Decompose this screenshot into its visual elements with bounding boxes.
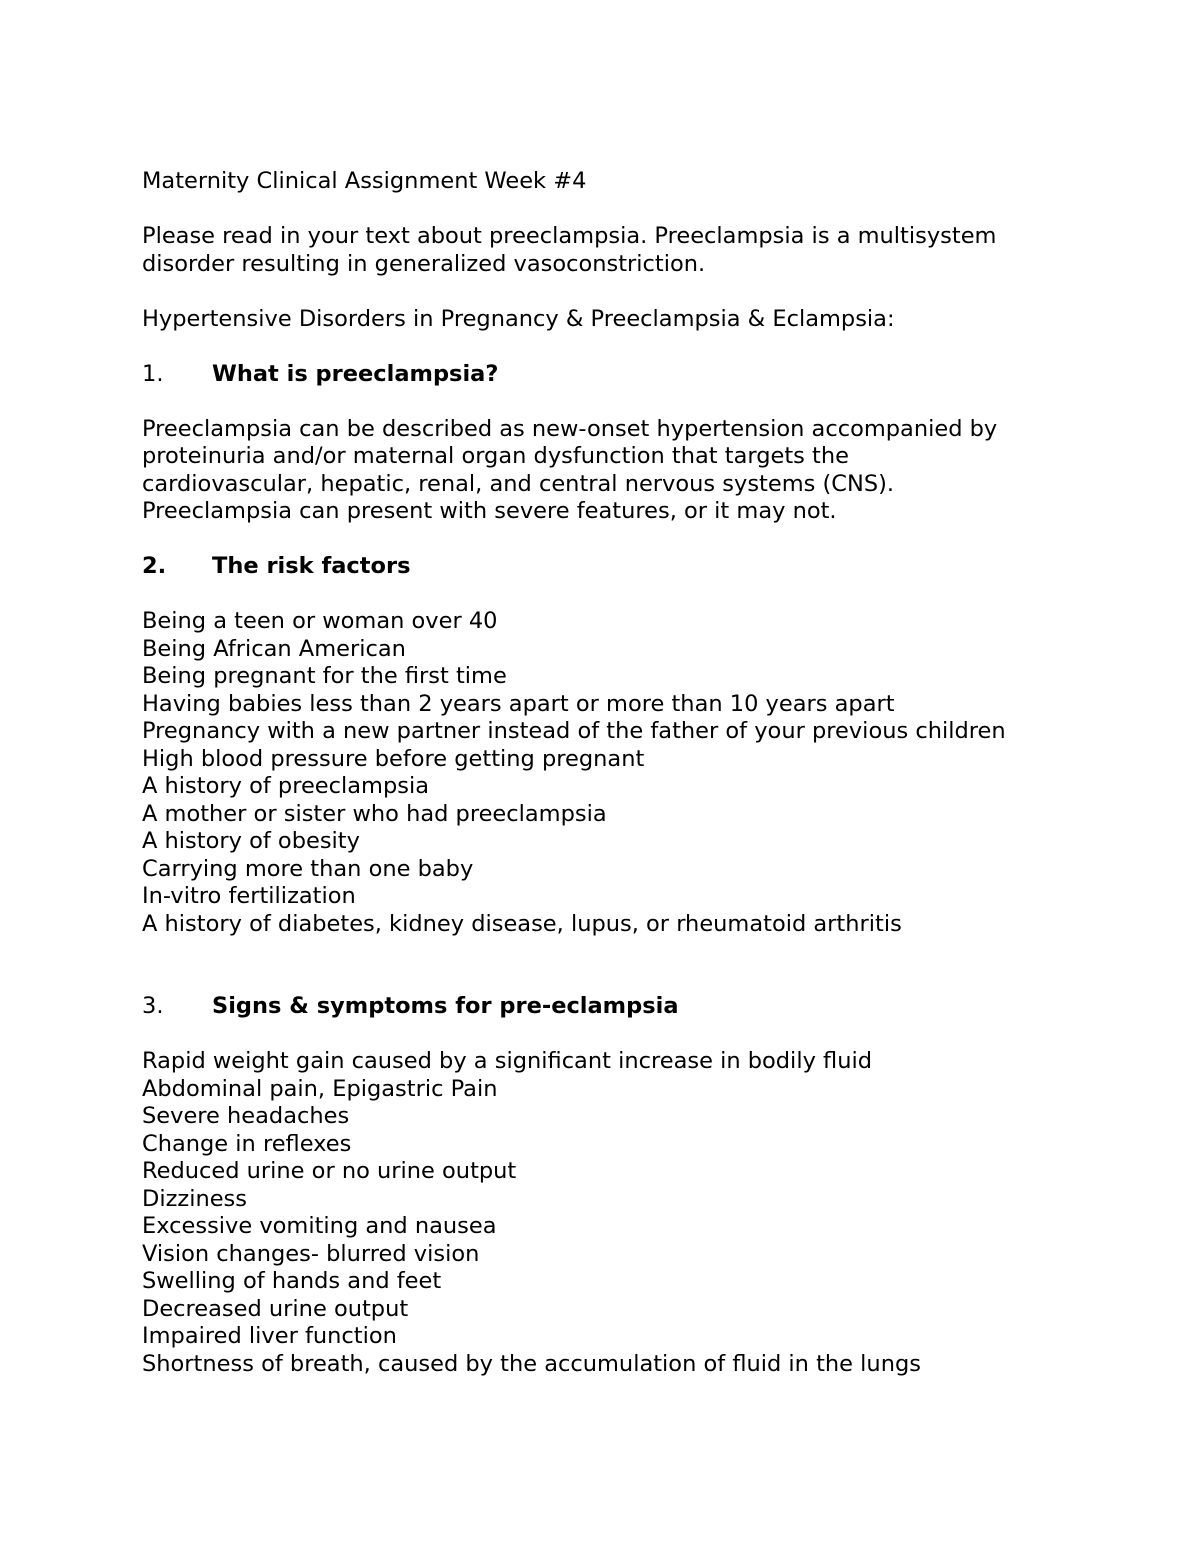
answer-line: Preeclampsia can be described as new-onset hypertension accompanied by <box>142 415 998 442</box>
spacer <box>142 581 1142 609</box>
spacer <box>142 388 1142 416</box>
answer-line: Preeclampsia can present with severe features, or it may not. <box>142 498 837 524</box>
list-item: High blood pressure before getting pregnant <box>142 745 645 772</box>
question-2-heading <box>142 553 1142 581</box>
list-item: Pregnancy with a new partner instead of the father of your previous children <box>142 718 1006 744</box>
list-item: Being pregnant for the first time <box>142 663 507 689</box>
list-item: A history of diabetes, kidney disease, lupus, or rheumatoid arthritis <box>142 910 902 937</box>
list-item: Decreased urine output <box>142 1295 409 1322</box>
document-page <box>142 168 1142 1378</box>
spacer <box>142 333 1142 361</box>
list-item: Severe headaches <box>142 1103 350 1129</box>
list-item: Change in reflexes <box>142 1130 352 1157</box>
question-title: The risk factors <box>212 553 411 579</box>
list-item: A mother or sister who had preeclampsia <box>142 800 607 827</box>
spacer <box>142 196 1142 224</box>
list-item: A history of preeclampsia <box>142 773 430 799</box>
list-item: Having babies less than 2 years apart or more than 10 years apart <box>142 690 895 717</box>
question-number: 2. <box>142 553 167 579</box>
list-item: In-vitro fertilization <box>142 883 356 909</box>
section-header: Hypertensive Disorders in Pregnancy & Preeclampsia & Eclampsia: <box>142 305 895 332</box>
list-item: Vision changes- blurred vision <box>142 1240 480 1267</box>
list-item: Impaired liver function <box>142 1323 397 1349</box>
question-title: What is preeclampsia? <box>212 360 499 387</box>
intro-line: disorder resulting in generalized vasoconstriction. <box>142 250 706 277</box>
spacer <box>142 1021 1142 1049</box>
question-3-heading <box>142 993 1142 1021</box>
spacer <box>142 278 1142 306</box>
document-title: Maternity Clinical Assignment Week #4 <box>142 168 587 194</box>
list-item: Being a teen or woman over 40 <box>142 608 498 634</box>
risk-factor-list <box>142 608 1142 938</box>
answer-line: cardiovascular, hepatic, renal, and central nervous systems (CNS). <box>142 470 895 497</box>
question-number: 3. <box>142 993 164 1019</box>
question-1-heading <box>142 361 1142 389</box>
list-item: Reduced urine or no urine output <box>142 1158 517 1184</box>
spacer <box>142 938 1142 993</box>
list-item: Swelling of hands and feet <box>142 1268 442 1294</box>
list-item: Carrying more than one baby <box>142 855 474 882</box>
list-item: Dizziness <box>142 1185 247 1212</box>
list-item: Abdominal pain, Epigastric Pain <box>142 1075 498 1102</box>
list-item: Being African American <box>142 635 406 662</box>
list-item: Rapid weight gain caused by a significant increase in bodily fluid <box>142 1048 872 1074</box>
question-1-answer <box>142 416 1142 526</box>
question-number: 1. <box>142 360 164 387</box>
question-title: Signs & symptoms for pre-eclampsia <box>212 993 679 1019</box>
list-item: Shortness of breath, caused by the accumulation of fluid in the lungs <box>142 1350 921 1377</box>
intro-line: Please read in your text about preeclampsia. Preeclampsia is a multisystem <box>142 223 997 249</box>
symptom-list <box>142 1048 1142 1378</box>
spacer <box>142 526 1142 554</box>
answer-line: proteinuria and/or maternal organ dysfunction that targets the <box>142 443 849 469</box>
list-item: Excessive vomiting and nausea <box>142 1213 497 1239</box>
list-item: A history of obesity <box>142 828 360 854</box>
